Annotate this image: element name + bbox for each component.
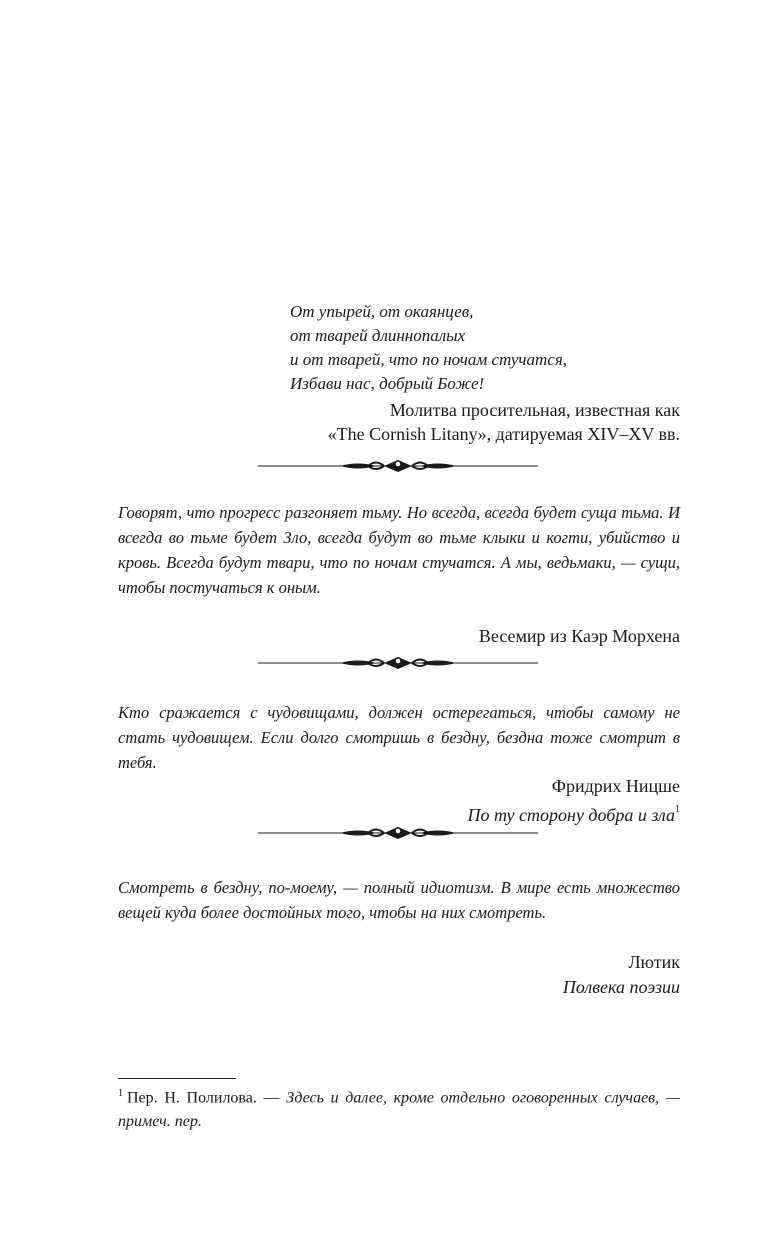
quote-nietzsche: Кто сражается с чудовищами, должен остерегаться, чтобы самому не стать чудовищем. Если долго смотришь в бездну, бездна тоже смотрит в тебя.	[118, 703, 680, 772]
poem-attribution	[250, 398, 680, 446]
quote-vesemir: Говорят, что прогресс разгоняет тьму. Но всегда, всегда будет суща тьма. И всегда во тьме будет Зло, всегда будут во тьме клыки и когти, убийство и кровь. Всегда будут твари, что по ночам стучатся. А мы, ведьмаки, — сущи, чтобы постучаться к оным.	[118, 503, 680, 597]
footnote-marker: 1	[675, 804, 680, 815]
poem-line: и от тварей, что по ночам стучатся,	[290, 350, 567, 369]
poem-attribution-line: «The Cornish Litany», датируемая XIV–XV вв.	[327, 424, 680, 444]
work-nietzsche	[118, 800, 680, 827]
quote-dandelion: Смотреть в бездну, по-моему, — полный идиотизм. В мире есть множество вещей куда более достойных того, чтобы на них смотреть.	[118, 878, 680, 922]
poem-epigraph	[290, 300, 690, 396]
scroll-divider-ornament-icon	[258, 459, 538, 473]
work-dandelion: Полвека поэзии	[562, 977, 680, 997]
work-title: По ту сторону добра и зла	[467, 805, 675, 825]
footnote-note: Здесь и далее, кроме отдельно оговоренных случаев, — примеч. пер.	[118, 1089, 681, 1131]
footnote-rule	[118, 1078, 236, 1079]
author-nietzsche: Фридрих Ницше	[551, 776, 680, 796]
scroll-divider-ornament-icon	[258, 826, 538, 840]
footnote	[118, 1082, 680, 1134]
poem-line: от тварей длиннопалых	[290, 326, 466, 345]
footnote-number: 1	[118, 1088, 123, 1099]
footnote-translator: Пер. Н. Полилова. —	[127, 1089, 287, 1107]
scroll-divider-ornament-icon	[258, 656, 538, 670]
poem-line: От упырей, от окаянцев,	[290, 302, 474, 321]
poem-attribution-line: Молитва просительная, известная как	[389, 400, 680, 420]
author-dandelion: Лютик	[628, 952, 680, 972]
poem-line: Избави нас, добрый Боже!	[290, 374, 485, 393]
author-vesemir: Весемир из Каэр Морхена	[478, 626, 680, 646]
